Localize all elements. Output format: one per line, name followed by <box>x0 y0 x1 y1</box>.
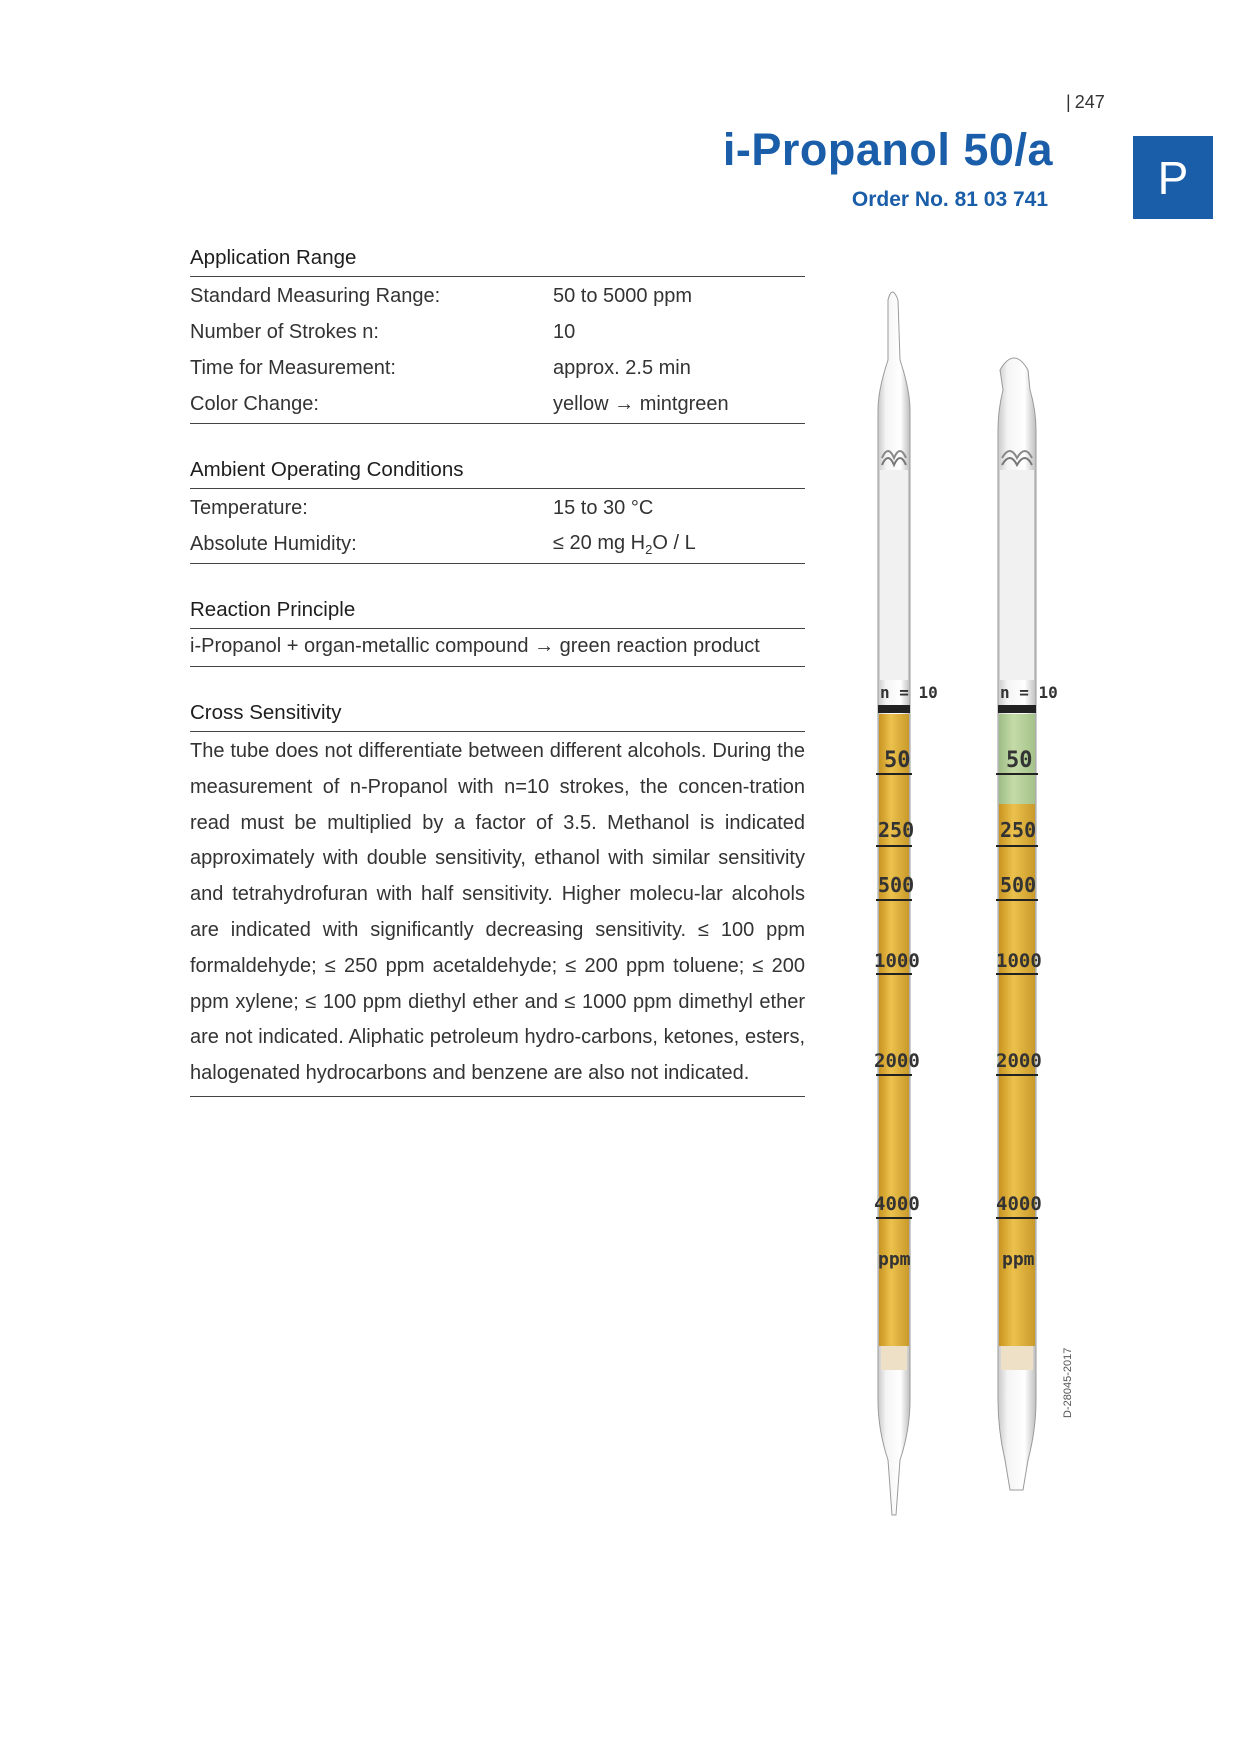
cross-sensitivity-text: The tube does not differentiate between different alcohols. During the measurement of n-Propanol with n=10 strokes, the concen-tration read must be multiplied by a factor of 3.5. Methanol is indicated approximately with double sensitivity, ethanol with similar sensitivity and tetrahydrofuran with half sensitivity. Higher molecu-lar alcohols are indicated with significantly decreasing sensitivity. ≤ 100 ppm formaldehyde; ≤ 250 ppm acetaldehyde; ≤ 200 ppm toluene; ≤ 200 ppm xylene; ≤ 100 ppm diethyl ether and ≤ 1000 ppm dimethyl ether are not indicated. Aliphatic petroleum hydro-carbons, ketones, esters, halogenated hydrocarbons and benzene are also not indicated. <box>190 732 805 1097</box>
scale-label: 4000 <box>874 1193 920 1215</box>
ambient-conditions-table <box>190 489 805 564</box>
tube-used <box>998 358 1036 1490</box>
scale-label: 500 <box>878 873 915 897</box>
table-row <box>190 278 805 314</box>
unit-label: ppm <box>878 1249 911 1270</box>
main-content <box>190 246 805 1131</box>
row-value <box>553 532 805 557</box>
humidity-prefix: ≤ 20 mg H <box>553 531 646 554</box>
table-row <box>190 490 805 526</box>
row-label: Time for Measurement: <box>190 356 396 379</box>
row-value: 15 to 30 °C <box>553 496 654 519</box>
table-row <box>190 314 805 350</box>
scale-label: 4000 <box>996 1193 1042 1215</box>
section-heading: Cross Sensitivity <box>190 701 805 732</box>
section-heading: Application Range <box>190 246 805 277</box>
ambient-conditions-section <box>190 458 805 564</box>
scale-label: 250 <box>1000 818 1037 842</box>
tube-unused <box>878 292 910 1515</box>
scale-label: 50 <box>884 748 911 773</box>
table-row <box>190 526 805 562</box>
humidity-suffix: O / L <box>652 531 696 554</box>
row-label: Color Change: <box>190 392 319 415</box>
section-heading: Reaction Principle <box>190 598 805 629</box>
tube-strokes-label: n = 10 <box>880 683 938 702</box>
detector-tubes-image <box>840 280 1070 1520</box>
table-row <box>190 350 805 386</box>
row-value: 10 <box>553 320 576 343</box>
scale-label: 2000 <box>996 1050 1042 1072</box>
page-number: | 247 <box>1066 92 1105 112</box>
humidity-subscript: 2 <box>645 541 653 557</box>
section-heading: Ambient Operating Conditions <box>190 458 805 489</box>
row-label: Number of Strokes n: <box>190 320 379 343</box>
row-value: 50 to 5000 ppm <box>553 284 692 307</box>
scale-label: 250 <box>878 818 915 842</box>
row-value: yellow → mintgreen <box>553 392 729 415</box>
page-title: i-Propanol 50/a <box>722 124 1053 175</box>
reaction-text: i-Propanol + organ-metallic compound → green reaction product <box>190 629 805 667</box>
row-label: Temperature: <box>190 496 308 519</box>
scale-label: 1000 <box>874 950 920 972</box>
row-label: Standard Measuring Range: <box>190 284 441 307</box>
tube-strokes-label: n = 10 <box>1000 683 1058 702</box>
order-number: Order No. 81 03 741 <box>851 188 1048 211</box>
application-range-table <box>190 277 805 424</box>
reaction-principle-section <box>190 598 805 667</box>
row-value: approx. 2.5 min <box>553 356 691 379</box>
image-credit: D-28045-2017 <box>1062 1347 1074 1418</box>
scale-label: 2000 <box>874 1050 920 1072</box>
scale-label: 500 <box>1000 873 1037 897</box>
scale-label: 50 <box>1006 748 1033 773</box>
section-tab: P <box>1133 136 1213 219</box>
application-range-section <box>190 246 805 424</box>
table-row <box>190 386 805 422</box>
cross-sensitivity-section <box>190 701 805 1097</box>
row-label: Absolute Humidity: <box>190 532 357 555</box>
unit-label: ppm <box>1002 1249 1035 1270</box>
scale-label: 1000 <box>996 950 1042 972</box>
